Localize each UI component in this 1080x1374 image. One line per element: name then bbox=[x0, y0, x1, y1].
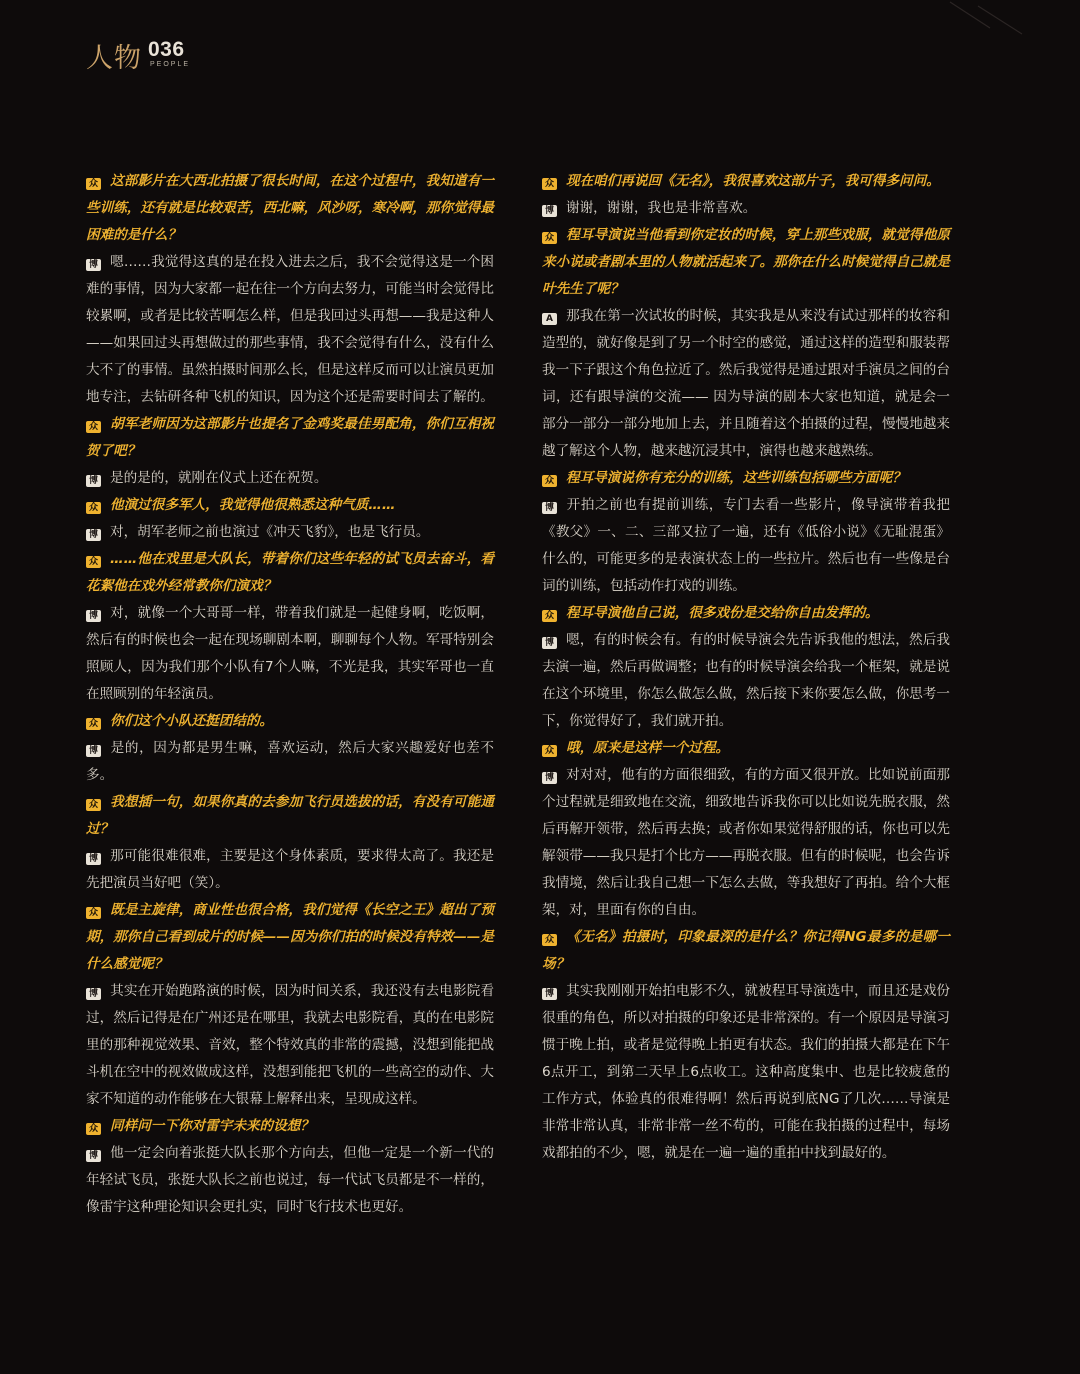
paragraph-text: 既是主旋律，商业性也很合格，我们觉得《长空之王》超出了预期，那你自己看到成片的时候——因为你们拍的时候没有特效——是什么感觉呢？ bbox=[86, 902, 494, 972]
question-marker-icon: 众 bbox=[542, 232, 557, 244]
section-title: 人物 bbox=[86, 43, 142, 74]
question-paragraph bbox=[86, 168, 494, 249]
paragraph-text: 对，胡军老师之前也演过《冲天飞豹》，也是飞行员。 bbox=[110, 524, 430, 540]
question-marker-icon: 众 bbox=[542, 745, 557, 757]
paragraph-text: 胡军老师因为这部影片也提名了金鸡奖最佳男配角，你们互相祝贺了吧？ bbox=[86, 416, 494, 459]
answer-marker-icon: 博 bbox=[86, 1150, 101, 1162]
paragraph-text: 哦，原来是这样一个过程。 bbox=[566, 740, 730, 756]
question-marker-icon: 众 bbox=[86, 502, 101, 514]
question-marker-icon: 众 bbox=[542, 178, 557, 190]
paragraph-text: 开拍之前也有提前训练，专门去看一些影片，像导演带着我把《教父》一、二、三部又拉了一遍，还有《低俗小说》《无耻混蛋》什么的，可能更多的是表演状态上的一些拉片。然后也有一些像是台词的训练，包括动作打戏的训练。 bbox=[542, 497, 950, 594]
answer-paragraph bbox=[542, 627, 950, 735]
question-marker-icon: 众 bbox=[86, 421, 101, 433]
paragraph-text: 那我在第一次试妆的时候，其实我是从来没有试过那样的妆容和造型的，就好像是到了另一个时空的感觉，通过这样的造型和服装帮我一下子跟这个角色拉近了。然后我觉得是通过跟对手演员之间的台词，还有跟导演的交流—— 因为导演的剧本大家也知道，就是会一部分一部分一部分地加上去，并且随着这个拍摄的过程，慢慢地越来越了解这个人物，越来越沉浸其中，演得也越来越熟练。 bbox=[542, 308, 950, 459]
page-scratch-mark bbox=[930, 0, 1080, 80]
answer-paragraph bbox=[86, 600, 494, 708]
right-column bbox=[542, 168, 950, 1167]
left-column bbox=[86, 168, 494, 1221]
paragraph-text: 你们这个小队还挺团结的。 bbox=[110, 713, 274, 729]
section-subtitle: PEOPLE bbox=[150, 61, 191, 68]
answer-marker-icon: 博 bbox=[86, 853, 101, 865]
answer-marker-icon: 博 bbox=[542, 772, 557, 784]
paragraph-text: 那可能很难很难，主要是这个身体素质，要求得太高了。我还是先把演员当好吧（笑）。 bbox=[86, 848, 494, 891]
answer-paragraph bbox=[86, 978, 494, 1113]
paragraph-text: 他一定会向着张挺大队长那个方向去，但他一定是一个新一代的年轻试飞员，张挺大队长之前也说过，每一代试飞员都是不一样的，像雷宇这种理论知识会更扎实，同时飞行技术也更好。 bbox=[86, 1145, 494, 1215]
paragraph-text: 他演过很多军人，我觉得他很熟悉这种气质…… bbox=[110, 497, 396, 513]
question-marker-icon: 众 bbox=[86, 718, 101, 730]
answer-marker-icon: 博 bbox=[542, 502, 557, 514]
answer-paragraph bbox=[86, 465, 494, 492]
answer-paragraph bbox=[86, 1140, 494, 1221]
question-paragraph bbox=[86, 492, 494, 519]
answer-marker-icon: 博 bbox=[86, 988, 101, 1000]
answer-marker-icon: 博 bbox=[542, 988, 557, 1000]
question-paragraph bbox=[542, 465, 950, 492]
answer-paragraph bbox=[542, 492, 950, 600]
paragraph-text: 程耳导演说当他看到你定妆的时候，穿上那些戏服，就觉得他原来小说或者剧本里的人物就活起来了。那你在什么时候觉得自己就是叶先生了呢？ bbox=[542, 227, 950, 297]
question-marker-icon: 众 bbox=[86, 556, 101, 568]
paragraph-text: 对，就像一个大哥哥一样，带着我们就是一起健身啊，吃饭啊，然后有的时候也会一起在现场聊剧本啊，聊聊每个人物。军哥特别会照顾人，因为我们那个小队有7个人嘛，不光是我，其实军哥也一直在照顾别的年轻演员。 bbox=[86, 605, 494, 702]
question-paragraph bbox=[86, 708, 494, 735]
page-number: 036 bbox=[148, 38, 185, 61]
paragraph-text: 是的是的，就刚在仪式上还在祝贺。 bbox=[110, 470, 328, 486]
answer-paragraph bbox=[86, 249, 494, 411]
paragraph-text: 程耳导演说你有充分的训练，这些训练包括哪些方面呢？ bbox=[566, 470, 906, 486]
question-marker-icon: 众 bbox=[86, 907, 101, 919]
answer-marker-icon: 博 bbox=[86, 259, 101, 271]
question-marker-icon: 众 bbox=[86, 178, 101, 190]
question-paragraph bbox=[86, 411, 494, 465]
paragraph-text: 这部影片在大西北拍摄了很长时间，在这个过程中，我知道有一些训练，还有就是比较艰苦，西北嘛，风沙呀，寒冷啊，那你觉得最困难的是什么？ bbox=[86, 173, 494, 243]
answer-paragraph bbox=[542, 195, 950, 222]
question-paragraph bbox=[542, 924, 950, 978]
question-paragraph bbox=[86, 789, 494, 843]
question-paragraph bbox=[542, 735, 950, 762]
question-marker-icon: 众 bbox=[542, 475, 557, 487]
paragraph-text: 嗯，有的时候会有。有的时候导演会先告诉我他的想法，然后我去演一遍，然后再做调整；也有的时候导演会给我一个框架，就是说在这个环境里，你怎么做怎么做，然后接下来你要怎么做，你思考一下，你觉得好了，我们就开拍。 bbox=[542, 632, 950, 729]
answer-marker-icon: 博 bbox=[86, 529, 101, 541]
paragraph-text: 程耳导演他自己说，很多戏份是交给你自由发挥的。 bbox=[566, 605, 879, 621]
paragraph-text: 同样问一下你对雷宇未来的设想？ bbox=[110, 1118, 314, 1134]
paragraph-text: 嗯……我觉得这真的是在投入进去之后，我不会觉得这是一个困难的事情，因为大家都一起在往一个方向去努力，可能当时会觉得比较累啊，或者是比较苦啊怎么样，但是我回过头再想——我是这种人——如果回过头再想做过的那些事情，我不会觉得有什么，没有什么大不了的事情。虽然拍摄时间那么长，但是这样反而可以让演员更加地专注，去钻研各种飞机的知识，因为这个还是需要时间去了解的。 bbox=[86, 254, 494, 405]
paragraph-text: 我想插一句，如果你真的去参加飞行员选拔的话，有没有可能通过？ bbox=[86, 794, 494, 837]
question-marker-icon: 众 bbox=[542, 610, 557, 622]
question-marker-icon: 众 bbox=[86, 799, 101, 811]
paragraph-text: 现在咱们再说回《无名》，我很喜欢这部片子，我可得多问问。 bbox=[566, 173, 940, 189]
question-marker-icon: 众 bbox=[86, 1123, 101, 1135]
answer-marker-icon: 博 bbox=[542, 637, 557, 649]
question-paragraph bbox=[86, 546, 494, 600]
answer-paragraph bbox=[542, 978, 950, 1167]
answer-paragraph bbox=[542, 762, 950, 924]
question-paragraph bbox=[542, 222, 950, 303]
answer-marker-icon: 博 bbox=[86, 610, 101, 622]
answer-paragraph bbox=[542, 303, 950, 465]
paragraph-text: ……他在戏里是大队长，带着你们这些年轻的试飞员去奋斗，看花絮他在戏外经常教你们演戏？ bbox=[86, 551, 494, 594]
paragraph-text: 谢谢，谢谢，我也是非常喜欢。 bbox=[566, 200, 757, 216]
answer-paragraph bbox=[86, 735, 494, 789]
question-paragraph bbox=[86, 897, 494, 978]
paragraph-text: 是的，因为都是男生嘛，喜欢运动，然后大家兴趣爱好也差不多。 bbox=[86, 740, 494, 783]
answer-marker-icon: 博 bbox=[542, 205, 557, 217]
answer-paragraph bbox=[86, 519, 494, 546]
question-paragraph bbox=[86, 1113, 494, 1140]
answer-paragraph bbox=[86, 843, 494, 897]
question-paragraph bbox=[542, 168, 950, 195]
question-marker-icon: 众 bbox=[542, 934, 557, 946]
paragraph-text: 其实在开始跑路演的时候，因为时间关系，我还没有去电影院看过，然后记得是在广州还是在哪里，我就去电影院看，真的在电影院里的那种视觉效果、音效，整个特效真的非常的震撼，没想到能把战斗机在空中的视效做成这样，没想到能把飞机的一些高空的动作、大家不知道的动作能够在大银幕上解释出来，呈现成这样。 bbox=[86, 983, 494, 1107]
paragraph-text: 对对对，他有的方面很细致，有的方面又很开放。比如说前面那个过程就是细致地在交流，细致地告诉我你可以比如说先脱衣服，然后再解开领带，然后再去换；或者你如果觉得舒服的话，你也可以先解领带——我只是打个比方——再脱衣服。但有的时候呢，也会告诉我情境，然后让我自己想一下怎么去做，等我想好了再拍。给个大框架，对，里面有你的自由。 bbox=[542, 767, 950, 918]
answer-marker-icon: A bbox=[542, 313, 557, 325]
paragraph-text: 其实我刚刚开始拍电影不久，就被程耳导演选中，而且还是戏份很重的角色，所以对拍摄的印象还是非常深的。有一个原因是导演习惯于晚上拍，或者是觉得晚上拍更有状态。我们的拍摄大都是在下午6点开工，到第二天早上6点收工。这种高度集中、也是比较疲惫的工作方式，体验真的很难得啊！然后再说到底NG了几次……导演是非常非常认真，非常非常一丝不苟的，可能在我拍摄的过程中，每场戏都拍的不少，嗯，就是在一遍一遍的重拍中找到最好的。 bbox=[542, 983, 950, 1161]
answer-marker-icon: 博 bbox=[86, 475, 101, 487]
answer-marker-icon: 博 bbox=[86, 745, 101, 757]
paragraph-text: 《无名》拍摄时，印象最深的是什么？你记得NG最多的是哪一场？ bbox=[542, 929, 950, 972]
question-paragraph bbox=[542, 600, 950, 627]
